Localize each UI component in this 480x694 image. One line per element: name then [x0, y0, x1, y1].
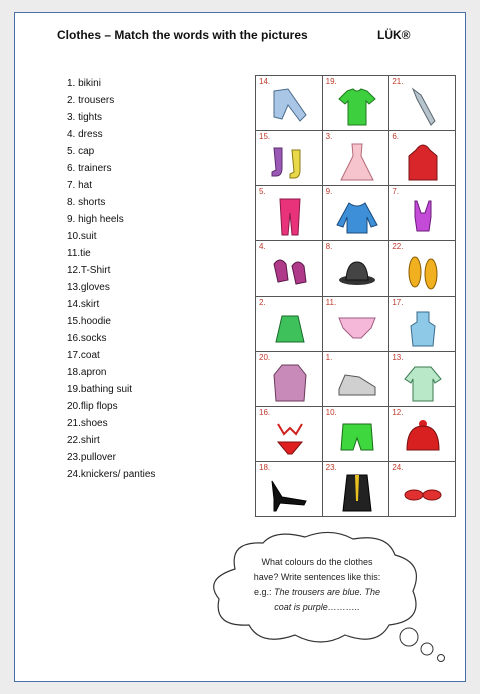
flip-flops-icon — [401, 250, 445, 294]
picture-number: 13. — [392, 352, 404, 362]
item-word: pullover — [80, 452, 116, 463]
list-item — [67, 330, 155, 347]
picture-number: 16. — [259, 407, 271, 417]
item-word: apron — [80, 367, 107, 378]
picture-cell — [389, 352, 456, 407]
apron-icon — [401, 306, 445, 350]
picture-cell — [389, 297, 456, 352]
item-number: 12. — [67, 265, 81, 276]
item-number: 5. — [67, 146, 76, 157]
trainers-icon — [335, 361, 379, 405]
shoes-icon — [401, 471, 445, 515]
tights-icon — [268, 195, 312, 239]
picture-number: 21. — [392, 77, 404, 86]
item-word: cap — [78, 146, 95, 157]
socks-icon — [268, 140, 312, 184]
picture-cell — [323, 297, 390, 352]
item-number: 10. — [67, 231, 81, 242]
picture-number: 19. — [325, 77, 337, 86]
list-item — [67, 347, 155, 364]
knickers-icon — [335, 306, 379, 350]
picture-number: 14. — [259, 77, 271, 86]
bubble-line: What colours do the clothes — [261, 557, 373, 567]
picture-cell — [323, 76, 390, 131]
worksheet — [14, 12, 466, 682]
picture-number: 18. — [259, 462, 271, 472]
picture-cell — [323, 241, 390, 296]
item-number: 9. — [67, 214, 76, 225]
bubble-text — [235, 555, 399, 615]
list-item — [67, 364, 155, 381]
list-item — [67, 75, 155, 92]
item-word: shoes — [80, 418, 108, 429]
picture-number: 12. — [392, 407, 404, 417]
item-word: tights — [78, 112, 103, 123]
trousers-icon — [268, 85, 312, 129]
list-item — [67, 432, 155, 449]
item-number: 11. — [67, 248, 81, 259]
item-word: trousers — [78, 95, 115, 106]
list-item — [67, 449, 155, 466]
picture-cell — [323, 131, 390, 186]
item-word: bathing suit — [80, 384, 133, 395]
list-item — [67, 194, 155, 211]
picture-number: 7. — [392, 187, 399, 197]
list-item — [67, 415, 155, 432]
item-number: 19. — [67, 384, 81, 395]
item-word: tie — [80, 248, 91, 259]
item-number: 1. — [67, 78, 76, 89]
picture-cell — [256, 352, 323, 407]
item-number: 13. — [67, 282, 81, 293]
picture-cell — [323, 352, 390, 407]
item-number: 23. — [67, 452, 81, 463]
item-word: gloves — [80, 282, 110, 293]
item-word: flip flops — [80, 401, 118, 412]
item-number: 3. — [67, 112, 76, 123]
suit-icon — [335, 471, 379, 515]
picture-number: 24. — [392, 462, 404, 472]
item-number: 17. — [67, 350, 81, 361]
picture-cell — [389, 186, 456, 241]
thought-bubble — [205, 529, 427, 649]
list-item — [67, 296, 155, 313]
picture-number: 23. — [325, 462, 337, 472]
picture-number: 17. — [392, 297, 404, 307]
item-number: 21. — [67, 418, 81, 429]
item-number: 2. — [67, 95, 76, 106]
bubble-line: have? Write sentences like this: — [253, 572, 381, 582]
item-word: hat — [78, 180, 93, 191]
gloves-icon — [268, 250, 312, 294]
item-number: 24. — [67, 469, 81, 480]
dress-icon — [335, 140, 379, 184]
list-item — [67, 109, 155, 126]
picture-cell — [389, 407, 456, 462]
hoodie-icon — [401, 140, 445, 184]
item-word: skirt — [80, 299, 100, 310]
hat-icon — [335, 250, 379, 294]
list-item — [67, 126, 155, 143]
item-number: 14. — [67, 299, 81, 310]
picture-number: 2. — [259, 297, 266, 307]
picture-number: 11. — [325, 297, 337, 307]
item-number: 16. — [67, 333, 81, 344]
item-number: 20. — [67, 401, 81, 412]
picture-cell — [256, 462, 323, 517]
list-item — [67, 398, 155, 415]
list-item — [67, 160, 155, 177]
picture-cell — [256, 407, 323, 462]
list-item — [67, 381, 155, 398]
picture-cell — [256, 297, 323, 352]
picture-cell — [323, 462, 390, 517]
picture-cell — [389, 131, 456, 186]
picture-number: 10. — [325, 407, 337, 417]
cap-icon — [401, 416, 445, 460]
item-word: suit — [80, 231, 97, 242]
item-number: 22. — [67, 435, 81, 446]
list-item — [67, 262, 155, 279]
item-number: 18. — [67, 367, 81, 378]
item-word: shorts — [78, 197, 106, 208]
worksheet-title: Clothes – Match the words with the pictures — [57, 28, 308, 42]
picture-number: 8. — [325, 242, 333, 252]
coat-icon — [268, 361, 312, 405]
list-item — [67, 466, 155, 483]
picture-cell — [323, 186, 390, 241]
list-item — [67, 211, 155, 228]
item-number: 4. — [67, 129, 76, 140]
tie-icon — [401, 85, 445, 129]
example-sentence: The trousers are blue. The — [273, 587, 381, 597]
list-item — [67, 245, 155, 262]
picture-cell — [389, 76, 456, 131]
list-item — [67, 143, 155, 160]
picture-number: 15. — [259, 132, 271, 142]
picture-cell — [323, 407, 390, 462]
bikini-icon — [268, 416, 312, 460]
item-word: T-Shirt — [80, 265, 111, 276]
picture-number: 9. — [325, 187, 333, 197]
list-item — [67, 92, 155, 109]
picture-number: 20. — [259, 352, 271, 362]
list-item — [67, 177, 155, 194]
picture-cell — [389, 462, 456, 517]
bubble-line — [235, 585, 399, 600]
item-word: high heels — [78, 214, 124, 225]
picture-number: 6. — [392, 132, 399, 142]
item-number: 6. — [67, 163, 76, 174]
item-number: 15. — [67, 316, 81, 327]
picture-grid — [255, 75, 456, 517]
item-word: trainers — [78, 163, 112, 174]
example-sentence: coat is purple……….. — [274, 602, 360, 612]
list-item — [67, 228, 155, 245]
item-word: knickers/ panties — [80, 469, 156, 480]
brand-label: LÜK® — [377, 28, 411, 42]
item-word: socks — [80, 333, 107, 344]
item-word: hoodie — [80, 316, 111, 327]
picture-number: 22. — [392, 242, 404, 252]
shirt-icon — [401, 361, 445, 405]
picture-cell — [256, 76, 323, 131]
thought-dots — [395, 625, 455, 675]
item-word: bikini — [78, 78, 101, 89]
item-word: dress — [78, 129, 103, 140]
skirt-icon — [268, 306, 312, 350]
picture-number: 1. — [325, 352, 333, 362]
list-item — [67, 313, 155, 330]
pullover-icon — [335, 195, 379, 239]
word-list — [67, 75, 155, 483]
shorts-icon — [335, 416, 379, 460]
picture-cell — [256, 186, 323, 241]
picture-cell — [256, 241, 323, 296]
bathing-suit-icon — [401, 195, 445, 239]
high-heels-icon — [268, 471, 312, 515]
picture-number: 4. — [259, 242, 266, 252]
item-number: 8. — [67, 197, 76, 208]
item-word: coat — [80, 350, 100, 361]
picture-cell — [389, 241, 456, 296]
item-word: shirt — [80, 435, 100, 446]
picture-number: 3. — [325, 132, 333, 142]
picture-number: 5. — [259, 187, 266, 197]
list-item — [67, 279, 155, 296]
example-prefix: e.g.: — [253, 587, 274, 597]
picture-cell — [256, 131, 323, 186]
item-number: 7. — [67, 180, 76, 191]
t-shirt-icon — [335, 85, 379, 129]
bubble-line — [235, 600, 399, 615]
